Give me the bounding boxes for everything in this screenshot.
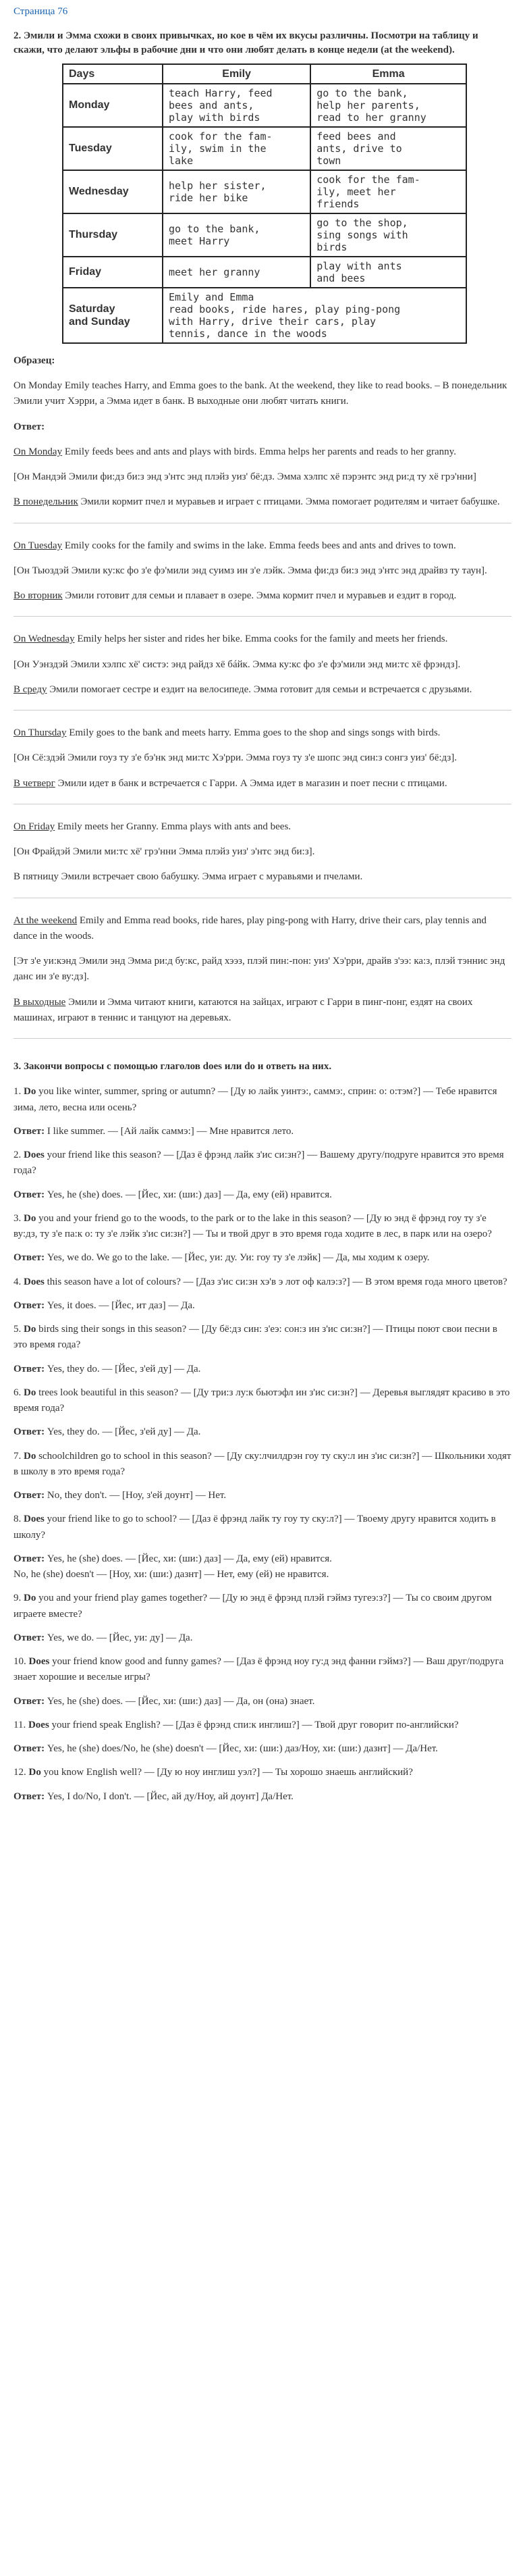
question-number: 12. <box>13 1767 29 1778</box>
question-text: you like winter, summer, spring or autumn? — [Ду ю лайк уинтэ:, саммэ:, сприн: о: о:тэм?] — Тебе нравится зима, лето, весна или осень? <box>13 1086 497 1113</box>
answer <box>13 1424 512 1440</box>
answer-text: Yes, he (she) does. — [Йес, хи: (ши:) даз] — Да, ему (ей) нравится. No, he (she) doesn't — [Ноу, хи: (ши:) дазнт] — Нет, ему (ей) не нравится. <box>13 1553 332 1580</box>
english-rest: Emily cooks for the family and swims in the lake. Emma feeds bees and ants and drives to town. <box>62 540 456 551</box>
qa-item <box>13 1385 512 1441</box>
answer-transcription: [Он Мандэй Эмили фи:дз би:з энд э'нтс энд плэйз уиз' бё:дз. Эмма хэлпс хё пэрэнтс энд ри:д ту хё грэ'нни] <box>13 471 476 483</box>
answer-prefix: Ответ: <box>13 1632 45 1643</box>
answer-prefix: Ответ: <box>13 1791 45 1802</box>
english-rest: Emily helps her sister and rides her bike. Emma cooks for the family and meets her friends. <box>74 634 448 645</box>
russian-rest: Эмили идет в банк и встречается с Гарри. А Эмма идет в магазин и поет песни с птицами. <box>55 777 447 789</box>
day-russian: В выходные <box>13 996 66 1008</box>
emma-cell: feed bees and ants, drive to town <box>310 127 466 170</box>
qa-item <box>13 1449 512 1504</box>
qa-item <box>13 1211 512 1266</box>
qa-item <box>13 1274 512 1314</box>
answer-prefix: Ответ: <box>13 1125 45 1137</box>
day-english: On Thursday <box>13 727 67 739</box>
answer-transcription: [Он Тьюздэй Эмили ку:кс фо з'е фэ'мили энд суимз ин з'е лэйк. Эмма фи:дз би:з энд э'нтс энд драйвз ту таун]. <box>13 565 487 576</box>
divider <box>13 710 512 711</box>
question-number: 9. <box>13 1593 24 1604</box>
question-number: 5. <box>13 1324 24 1335</box>
answer-english <box>13 725 512 741</box>
question-verb: Does <box>24 1150 45 1161</box>
sample-text: On Monday Emily teaches Harry, and Emma goes to the bank. At the weekend, they like to read books. – В понедельник Эмили учит Хэрри, а Эмма идет в банк. В выходные они любят читать книги. <box>13 380 507 407</box>
day-english: On Monday <box>13 446 63 457</box>
russian-rest: Эмили кормит пчел и муравьев и играет с птицами. Эмма помогает родителям и читает бабушке. <box>78 496 500 508</box>
day-cell: Wednesday <box>63 170 163 213</box>
answer-block <box>13 725 512 792</box>
emily-cell: help her sister, ride her bike <box>163 170 310 213</box>
day-russian: Во вторник <box>13 590 63 602</box>
table-row <box>63 170 466 213</box>
answer-english <box>13 819 512 835</box>
qa-item <box>13 1512 512 1582</box>
question-verb: Do <box>28 1767 41 1778</box>
emily-cell: go to the bank, meet Harry <box>163 213 310 257</box>
answer-text: No, they don't. — [Ноу, з'ей доунт] — Нет. <box>45 1490 227 1501</box>
answer-russian <box>13 588 512 604</box>
table-row <box>63 257 466 288</box>
answer-text: Yes, I do/No, I don't. — [Йес, ай ду/Ноу, ай доунт] Да/Нет. <box>45 1791 294 1802</box>
russian-rest: Эмили и Эмма читают книги, катаются на зайцах, играют с Гарри в пинг-понг, ездят на своих машинах, играют в теннис и танцуют на деревьях. <box>13 996 473 1023</box>
emma-cell: go to the bank, help her parents, read to her granny <box>310 84 466 127</box>
english-rest: Emily feeds bees and ants and plays with birds. Emma helps her parents and reads to her granny. <box>62 446 456 457</box>
day-english: On Tuesday <box>13 540 63 551</box>
answer <box>13 1362 512 1377</box>
question <box>13 1591 512 1622</box>
answer-text: Yes, we do. — [Йес, уи: ду] — Да. <box>45 1632 193 1643</box>
question-verb: Does <box>24 1276 45 1287</box>
question <box>13 1449 512 1480</box>
question <box>13 1322 512 1354</box>
question-verb: Do <box>24 1324 36 1335</box>
answer-text: Yes, we do. We go to the lake. — [Йес, уи: ду. Уи: гоу ту з'е лэйк] — Да, мы ходим к озеру. <box>45 1252 430 1264</box>
question-verb: Do <box>24 1593 36 1604</box>
question-text: you and your friend play games together? — [Ду ю энд ё фрэнд плэй гэймз тугеэ:з?] — Ты со своим другом играете вместе? <box>13 1593 492 1620</box>
question-text: your friend like this season? — [Даз ё фрэнд лайк з'ис си:зн?] — Вашему другу/подруге нравится это время года? <box>13 1150 504 1177</box>
table-row <box>63 127 466 170</box>
answer-prefix: Ответ: <box>13 1743 45 1755</box>
answer-prefix: Ответ: <box>13 1252 45 1264</box>
answer-text: Yes, it does. — [Йес, ит даз] — Да. <box>45 1299 195 1311</box>
answer-block <box>13 444 512 511</box>
answer-english <box>13 444 512 460</box>
qa-item <box>13 1654 512 1709</box>
question-number: 11. <box>13 1719 28 1730</box>
divider <box>13 1038 512 1039</box>
emma-cell: play with ants and bees <box>310 257 466 288</box>
task2-title: 2. Эмили и Эмма схожи в своих привычках, но кое в чём их вкусы различны. Посмотри на таблицу и скажи, что делают эльфы в рабочие дни и что они любят делать в конце недели (at the weekend). <box>13 30 478 55</box>
answer-prefix: Ответ: <box>13 1363 45 1374</box>
question-verb: Does <box>24 1514 45 1525</box>
day-russian: В понедельник <box>13 496 78 508</box>
day-english: At the weekend <box>13 915 78 926</box>
answer-block <box>13 819 512 885</box>
question-number: 1. <box>13 1086 24 1098</box>
emily-cell: meet her granny <box>163 257 310 288</box>
emma-cell: go to the shop, sing songs with birds <box>310 213 466 257</box>
qa-item <box>13 1084 512 1139</box>
answer <box>13 1741 512 1757</box>
answer-text: Yes, he (she) does/No, he (she) doesn't — [Йес, хи: (ши:) даз/Ноу, хи: (ши:) дазнт] — Да/Нет. <box>45 1743 438 1755</box>
answer <box>13 1298 512 1314</box>
answer-label: Ответ: <box>13 421 45 432</box>
table-row <box>63 84 466 127</box>
answer <box>13 1124 512 1139</box>
question-text: your friend know good and funny games? — [Даз ё фрэнд ноу гу:д энд фанни гэймз?] — Ваш друг/подруга знает хорошие и веселые игры? <box>13 1656 504 1683</box>
question-text: schoolchildren go to school in this season? — [Ду ску:лчилдрэн гоу ту ску:л ин з'ис си:зн?] — Школьники ходят в школу в это время года? <box>13 1450 512 1477</box>
answer-english <box>13 538 512 554</box>
question-number: 10. <box>13 1656 29 1668</box>
question <box>13 1718 512 1733</box>
russian-rest: В пятницу Эмили встречает свою бабушку. Эмма играет с муравьями и пчелами. <box>13 871 363 883</box>
question-number: 8. <box>13 1514 24 1525</box>
day-russian: В четверг <box>13 777 55 789</box>
emma-cell: cook for the fam- ily, meet her friends <box>310 170 466 213</box>
day-english: On Wednesday <box>13 634 75 645</box>
question <box>13 1211 512 1243</box>
answer-block <box>13 913 512 1027</box>
task3-section <box>13 1059 512 1805</box>
answer <box>13 1789 512 1805</box>
emily-cell: teach Harry, feed bees and ants, play with birds <box>163 84 310 127</box>
day-cell: Monday <box>63 84 163 127</box>
answer-text: Yes, they do. — [Йес, з'ей ду] — Да. <box>45 1363 201 1374</box>
question-verb: Do <box>24 1212 36 1224</box>
english-rest: Emily meets her Granny. Emma plays with ants and bees. <box>55 821 292 832</box>
answer-text: Yes, they do. — [Йес, з'ей ду] — Да. <box>45 1426 201 1438</box>
answer-text: Yes, he (she) does. — [Йес, хи: (ши:) даз] — Да, он (она) знает. <box>45 1695 315 1707</box>
question-number: 6. <box>13 1387 24 1398</box>
russian-rest: Эмили помогает сестре и ездит на велосипеде. Эмма готовит для семьи и встречается с друзьями. <box>47 684 472 695</box>
question-text: you and your friend go to the woods, to the park or to the lake in this season? — [Ду ю энд ё фрэнд гоу ту з'е ву:дз, ту з'е па:к о: ту з'е лэйк з'ис си:зн?] — Ты и твой друг в это время года ходите в лес, в парк или на озеро? <box>13 1212 492 1240</box>
table-header-days: Days <box>63 64 163 84</box>
qa-item <box>13 1148 512 1203</box>
english-rest: Emily goes to the bank and meets harry. Emma goes to the shop and sings songs with birds. <box>66 727 441 739</box>
question-verb: Do <box>24 1387 36 1398</box>
answer <box>13 1630 512 1646</box>
day-cell: Saturday and Sunday <box>63 288 163 343</box>
question <box>13 1274 512 1290</box>
day-english: On Friday <box>13 821 55 832</box>
answer <box>13 1488 512 1503</box>
qa-item <box>13 1591 512 1646</box>
qa-item <box>13 1322 512 1377</box>
page-link[interactable]: Страница 76 <box>13 6 68 17</box>
question <box>13 1148 512 1179</box>
answer-russian <box>13 869 512 885</box>
question <box>13 1084 512 1116</box>
answer-transcription: [Эт з'е уи:кэнд Эмили энд Эмма ри:д бу:кс, райд хээз, плэй пин:-пон: уиз' Хэ'рри, драйв з'ээ: ка:з, плэй тэннис энд данс ин з'е ву:дз]. <box>13 956 505 983</box>
answer-english <box>13 913 512 945</box>
day-russian: В среду <box>13 684 47 695</box>
question-number: 4. <box>13 1276 24 1287</box>
emily-cell: cook for the fam- ily, swim in the lake <box>163 127 310 170</box>
table-row <box>63 213 466 257</box>
question-verb: Do <box>24 1086 36 1098</box>
qa-list <box>13 1084 512 1805</box>
answer-block <box>13 632 512 698</box>
question <box>13 1385 512 1417</box>
answer-transcription: [Он Фрайдэй Эмили ми:тс хё' грэ'нни Эмма плэйз уиз' э'нтс энд би:з]. <box>13 846 315 858</box>
sample-label: Образец: <box>13 355 55 366</box>
question-text: trees look beautiful in this season? — [Ду три:з лу:к бьютэфл ин з'ис си:зн?] — Деревья выглядят красиво в это время года? <box>13 1387 510 1414</box>
question-number: 2. <box>13 1150 24 1161</box>
day-cell: Tuesday <box>63 127 163 170</box>
qa-item <box>13 1765 512 1805</box>
both-cell: Emily and Emma read books, ride hares, play ping-pong with Harry, drive their cars, play tennis, dance in the woods <box>163 288 466 343</box>
answer-block <box>13 538 512 604</box>
answer-text: I like summer. — [Ай лайк саммэ:] — Мне нравится лето. <box>45 1125 294 1137</box>
divider <box>13 616 512 617</box>
question-number: 3. <box>13 1212 24 1224</box>
answer-english <box>13 632 512 647</box>
question-text: this season have a lot of colours? — [Даз з'ис си:зн хэ'в э лот оф калэ:з?] — В этом время года много цветов? <box>44 1276 507 1287</box>
answer-prefix: Ответ: <box>13 1299 45 1311</box>
table-header-emma: Emma <box>310 64 466 84</box>
task3-title: 3. Закончи вопросы с помощью глаголов does или do и ответь на них. <box>13 1061 332 1073</box>
day-cell: Thursday <box>63 213 163 257</box>
answer-russian <box>13 682 512 698</box>
answer-russian <box>13 776 512 792</box>
answer-prefix: Ответ: <box>13 1553 45 1564</box>
answer-transcription: [Он Сё:здэй Эмили гоуз ту з'е бэ'нк энд ми:тс Хэ'рри. Эмма гоуз ту з'е шопс энд син:з сонгз уиз' бё:дз]. <box>13 752 458 764</box>
question <box>13 1512 512 1543</box>
question-verb: Do <box>24 1450 36 1462</box>
question <box>13 1765 512 1780</box>
answer-prefix: Ответ: <box>13 1490 45 1501</box>
answer-russian <box>13 494 512 510</box>
question-text: you know English well? — [Ду ю ноу инглиш уэл?] — Ты хорошо знаешь английский? <box>40 1767 413 1778</box>
table-row <box>63 288 466 343</box>
answer <box>13 1694 512 1709</box>
answer-prefix: Ответ: <box>13 1426 45 1438</box>
day-cell: Friday <box>63 257 163 288</box>
answers-list <box>13 444 512 1039</box>
answer <box>13 1551 512 1583</box>
table-header-emily: Emily <box>163 64 310 84</box>
answer-prefix: Ответ: <box>13 1695 45 1707</box>
question-text: birds sing their songs in this season? — [Ду бё:дз син: з'еэ: сон:з ин з'ис си:зн?] — Птицы поют свои песни в это время года? <box>13 1324 497 1351</box>
question <box>13 1654 512 1686</box>
answer <box>13 1250 512 1266</box>
answer-text: Yes, he (she) does. — [Йес, хи: (ши:) даз] — Да, ему (ей) нравится. <box>45 1189 332 1200</box>
question-text: your friend like to go to school? — [Даз ё фрэнд лайк ту гоу ту ску:л?] — Твоему другу нравится ходить в школу? <box>13 1514 496 1541</box>
russian-rest: Эмили готовит для семьи и плавает в озере. Эмма кормит пчел и муравьев и ездит в город. <box>62 590 457 602</box>
answer-russian <box>13 995 512 1027</box>
schedule-table <box>62 63 467 344</box>
english-rest: Emily and Emma read books, ride hares, play ping-pong with Harry, drive their cars, play tennis and dance in the woods. <box>13 915 487 942</box>
question-number: 7. <box>13 1450 24 1462</box>
answer-prefix: Ответ: <box>13 1189 45 1200</box>
question-text: your friend speak English? — [Даз ё фрэнд спи:к инглиш?] — Твой друг говорит по-английски? <box>49 1719 459 1730</box>
qa-item <box>13 1718 512 1757</box>
question-verb: Does <box>28 1656 50 1668</box>
answer <box>13 1187 512 1203</box>
question-verb: Does <box>28 1719 49 1730</box>
answer-transcription: [Он Уэнздэй Эмили хэлпс хё' систэ: энд райдз хё бáйк. Эмма ку:кс фо з'е фэ'мили энд ми:тс хё фрэндз]. <box>13 659 461 670</box>
